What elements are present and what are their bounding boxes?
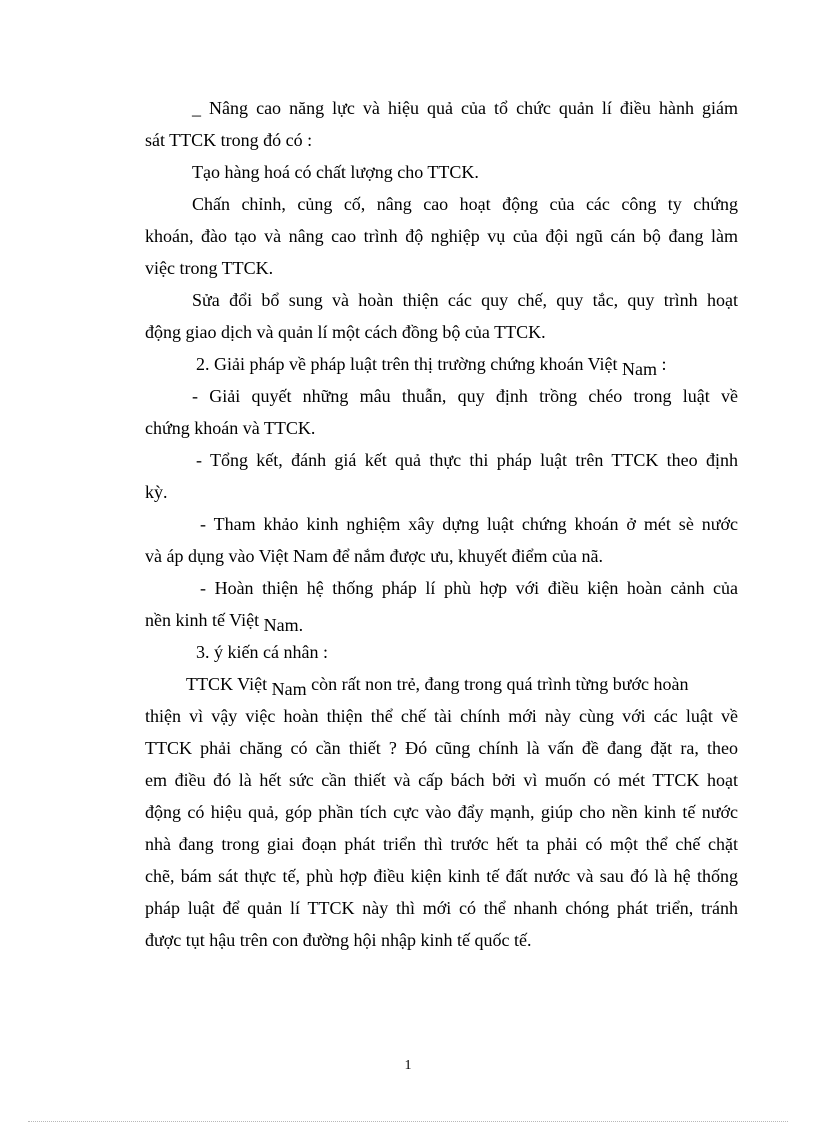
nam-word: Nam xyxy=(263,615,299,635)
paragraph-line: và áp dụng vào Việt Nam để nắm được ưu, khuyết điểm của nã. xyxy=(145,546,603,566)
paragraph-line: nhà đang trong giai đoạn phát triển thì trước hết ta phải có một thể chế chặt xyxy=(145,834,738,854)
paragraph-line: Chấn chỉnh, củng cố, nâng cao hoạt động của các công ty chứng xyxy=(192,194,738,214)
body-text xyxy=(145,92,738,956)
paragraph-line: việc trong TTCK. xyxy=(145,258,274,278)
paragraph-line: thiện vì vậy việc hoàn thiện thể chế tài chính mới này cùng với các luật về xyxy=(145,706,738,726)
paragraph-line-text: nền kinh tế Việt xyxy=(145,610,260,630)
paragraph-line-nam xyxy=(145,604,738,636)
paragraph-line: chứng khoán và TTCK. xyxy=(145,418,316,438)
period: . xyxy=(298,615,304,635)
section-heading-3: 3. ý kiến cá nhân : xyxy=(196,642,328,662)
paragraph-line: - Hoàn thiện hệ thống pháp lí phù hợp với điều kiện hoàn cảnh của xyxy=(200,578,738,598)
nam-word: Nam xyxy=(622,359,658,379)
paragraph-line: Sửa đổi bổ sung và hoàn thiện các quy chế, quy tắc, quy trình hoạt xyxy=(192,290,738,310)
paragraph-line: khoán, đào tạo và nâng cao trình độ nghiệp vụ của đội ngũ cán bộ đang làm xyxy=(145,226,738,246)
colon: : xyxy=(661,354,667,374)
paragraph-line-text: còn rất non trẻ, đang trong quá trình từng bước hoàn xyxy=(311,674,689,694)
nam-word: Nam xyxy=(271,679,307,699)
paragraph-line: được tụt hậu trên con đường hội nhập kinh tế quốc tế. xyxy=(145,930,532,950)
paragraph-line-nam xyxy=(145,668,738,700)
paragraph-line: TTCK phải chăng có cần thiết ? Đó cũng chính là vấn đề đang đặt ra, theo xyxy=(145,738,738,758)
paragraph-line: _ Nâng cao năng lực và hiệu quả của tổ chức quản lí điều hành giám xyxy=(192,98,738,118)
paragraph-line: Tạo hàng hoá có chất lượng cho TTCK. xyxy=(192,162,479,182)
page-number: 1 xyxy=(404,1058,412,1073)
paragraph-line: kỳ. xyxy=(145,482,168,502)
section-heading-2 xyxy=(145,348,738,380)
paragraph-line: động giao dịch và quản lí một cách đồng bộ của TTCK. xyxy=(145,322,546,342)
paragraph-line: sát TTCK trong đó có : xyxy=(145,130,313,150)
paragraph-line: em điều đó là hết sức cần thiết và cấp bách bởi vì muốn có mét TTCK hoạt xyxy=(145,770,738,790)
paragraph-line: pháp luật để quản lí TTCK này thì mới có thể nhanh chóng phát triển, tránh xyxy=(145,898,738,918)
paragraph-line: - Tổng kết, đánh giá kết quả thực thi pháp luật trên TTCK theo định xyxy=(196,450,738,470)
page-bottom-divider xyxy=(28,1121,788,1122)
paragraph-line: động có hiệu quả, góp phần tích cực vào đẩy mạnh, giúp cho nền kinh tế nước xyxy=(145,802,738,822)
paragraph-line: - Tham khảo kinh nghiệm xây dựng luật chứng khoán ở mét sè nước xyxy=(200,514,738,534)
section-heading-text: 2. Giải pháp về pháp luật trên thị trường chứng khoán Việt xyxy=(196,354,618,374)
paragraph-line-text: TTCK Việt xyxy=(186,674,268,694)
paragraph-line: - Giải quyết những mâu thuẫn, quy định trồng chéo trong luật về xyxy=(192,386,738,406)
paragraph-line: chẽ, bám sát thực tế, phù hợp điều kiện kinh tế đất nước và sau đó là hệ thống xyxy=(145,866,738,886)
